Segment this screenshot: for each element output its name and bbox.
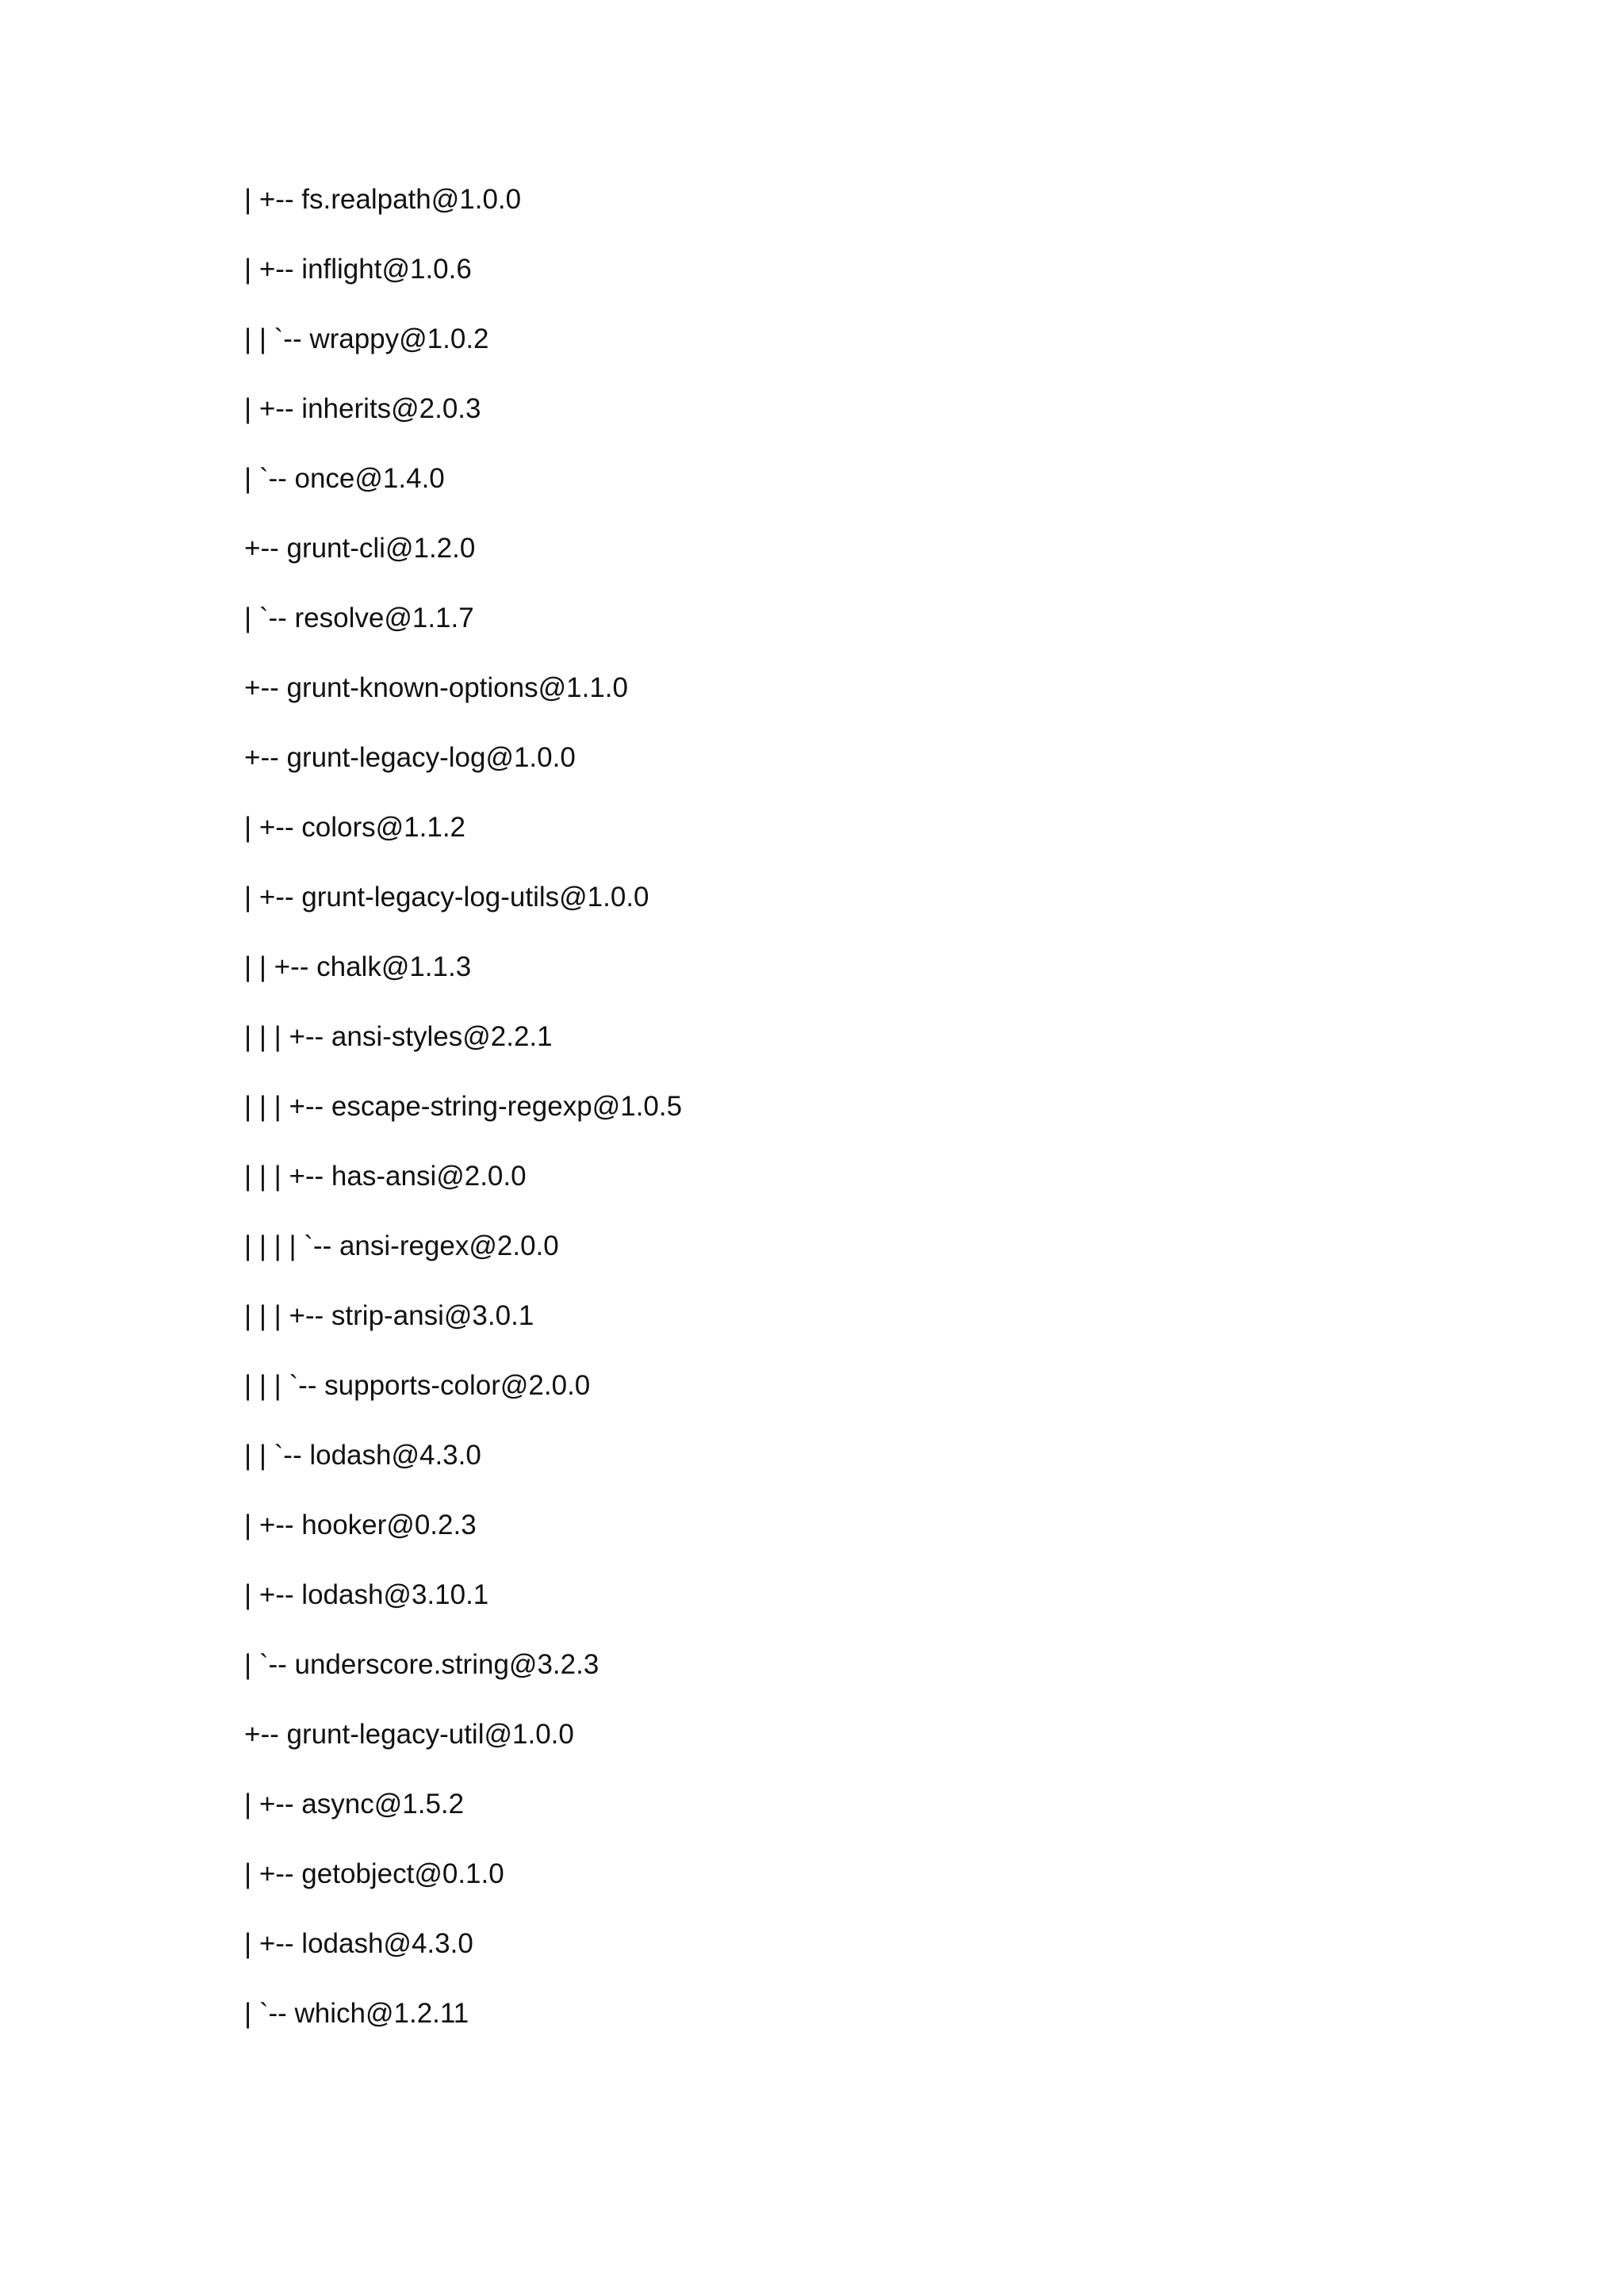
tree-line: | +-- fs.realpath@1.0.0 bbox=[244, 184, 522, 215]
tree-line: | +-- lodash@3.10.1 bbox=[244, 1579, 489, 1610]
tree-line: | +-- colors@1.1.2 bbox=[244, 812, 466, 843]
tree-line: | | | | `-- ansi-regex@2.0.0 bbox=[244, 1230, 559, 1261]
tree-line: +-- grunt-legacy-util@1.0.0 bbox=[244, 1719, 574, 1750]
tree-line: | | `-- wrappy@1.0.2 bbox=[244, 323, 489, 354]
tree-line: | `-- once@1.4.0 bbox=[244, 463, 445, 494]
tree-line: | | | +-- escape-string-regexp@1.0.5 bbox=[244, 1091, 683, 1122]
tree-line: | +-- async@1.5.2 bbox=[244, 1789, 465, 1820]
tree-line: | +-- hooker@0.2.3 bbox=[244, 1510, 477, 1540]
tree-line: +-- grunt-known-options@1.1.0 bbox=[244, 672, 628, 703]
tree-line: | +-- getobject@0.1.0 bbox=[244, 1858, 504, 1889]
tree-line: | | +-- chalk@1.1.3 bbox=[244, 951, 472, 982]
tree-line: | `-- which@1.2.11 bbox=[244, 1998, 469, 2029]
tree-line: | | | +-- has-ansi@2.0.0 bbox=[244, 1161, 527, 1192]
tree-line: +-- grunt-cli@1.2.0 bbox=[244, 533, 476, 564]
tree-line: | | `-- lodash@4.3.0 bbox=[244, 1440, 481, 1471]
tree-line: | `-- resolve@1.1.7 bbox=[244, 603, 474, 633]
tree-line: | | | +-- ansi-styles@2.2.1 bbox=[244, 1021, 553, 1052]
tree-line: | +-- lodash@4.3.0 bbox=[244, 1928, 473, 1959]
tree-line: | | | `-- supports-color@2.0.0 bbox=[244, 1370, 591, 1401]
tree-line: | `-- underscore.string@3.2.3 bbox=[244, 1649, 599, 1680]
tree-line: +-- grunt-legacy-log@1.0.0 bbox=[244, 742, 576, 773]
tree-line: | +-- grunt-legacy-log-utils@1.0.0 bbox=[244, 882, 649, 913]
tree-line: | +-- inflight@1.0.6 bbox=[244, 254, 472, 285]
dependency-tree bbox=[244, 184, 682, 2068]
tree-line: | +-- inherits@2.0.3 bbox=[244, 393, 481, 424]
tree-line: | | | +-- strip-ansi@3.0.1 bbox=[244, 1300, 534, 1331]
